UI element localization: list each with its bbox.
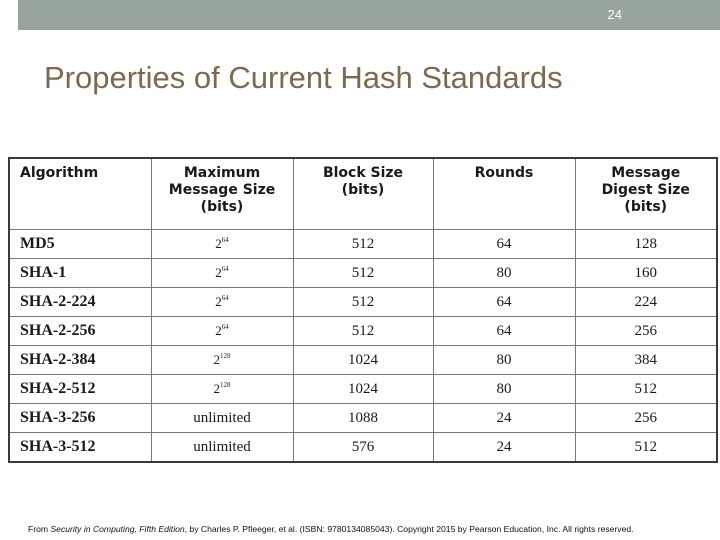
cell-algorithm: SHA-2-224 [9,288,151,317]
cell-digest-size: 128 [575,230,717,259]
cell-max-message-size [151,433,293,463]
table-row [9,259,717,288]
header-block-size-line: Block Size [322,165,404,181]
slide-title: Properties of Current Hash Standards [44,60,563,95]
power-exponent: 64 [221,293,229,302]
cell-block-size: 512 [293,317,433,346]
cell-digest-size: 384 [575,346,717,375]
cell-rounds: 80 [433,375,575,404]
copyright-footer [28,524,634,534]
header-max-message-size [151,158,293,230]
hash-standards-table [8,157,718,463]
table-row [9,404,717,433]
cell-digest-size: 256 [575,317,717,346]
header-algorithm-line: Algorithm [20,165,99,181]
cell-block-size: 512 [293,230,433,259]
table-body [9,230,717,463]
header-block-size-line: (bits) [341,182,385,198]
header-rounds [433,158,575,230]
cell-algorithm: SHA-3-256 [9,404,151,433]
cell-algorithm: MD5 [9,230,151,259]
table-row [9,433,717,463]
power-exponent: 64 [221,322,229,331]
table-row [9,346,717,375]
cell-digest-size: 160 [575,259,717,288]
header-max-message-size-line: Message Size [168,182,276,198]
power-base: 2 [213,380,220,396]
power-exponent: 64 [221,235,229,244]
cell-max-message-size [151,404,293,433]
cell-max-message-size [151,230,293,259]
cell-max-message-size [151,375,293,404]
power-base: 2 [215,322,222,338]
cell-algorithm: SHA-2-512 [9,375,151,404]
power-exponent: 128 [220,351,231,360]
footer-prefix: From [28,524,51,534]
cell-max-message-size [151,259,293,288]
header-algorithm [9,158,151,230]
table-header-row [9,158,717,230]
header-digest-size-line: Message [611,165,681,181]
cell-rounds: 64 [433,317,575,346]
header-rounds-line: Rounds [474,165,534,181]
power-base: 2 [215,235,222,251]
cell-rounds: 80 [433,346,575,375]
cell-block-size: 1088 [293,404,433,433]
header-digest-size [575,158,717,230]
table-container [8,157,716,463]
power-base: 2 [213,351,220,367]
cell-rounds: 64 [433,230,575,259]
power-base: 2 [215,264,222,280]
cell-digest-size: 224 [575,288,717,317]
header-max-message-size-line: (bits) [200,199,244,215]
max-message-size-text: unlimited [193,438,251,455]
cell-block-size: 1024 [293,346,433,375]
cell-algorithm: SHA-2-256 [9,317,151,346]
cell-max-message-size [151,288,293,317]
cell-block-size: 512 [293,288,433,317]
cell-block-size: 1024 [293,375,433,404]
cell-rounds: 80 [433,259,575,288]
cell-rounds: 24 [433,404,575,433]
header-digest-size-line: (bits) [624,199,668,215]
slide-number: 24 [607,7,622,22]
cell-block-size: 576 [293,433,433,463]
top-bar [0,0,720,30]
cell-algorithm: SHA-3-512 [9,433,151,463]
power-exponent: 128 [220,380,231,389]
max-message-size-text: unlimited [193,409,251,426]
header-max-message-size-line: Maximum [183,165,261,181]
header-block-size [293,158,433,230]
cell-block-size: 512 [293,259,433,288]
cell-digest-size: 512 [575,433,717,463]
power-base: 2 [215,293,222,309]
table-row [9,230,717,259]
power-exponent: 64 [221,264,229,273]
cell-digest-size: 512 [575,375,717,404]
top-bar-corner [0,0,18,30]
footer-book-title: Security in Computing, Fifth Edition [50,524,185,534]
table-row [9,375,717,404]
header-digest-size-line: Digest Size [601,182,690,198]
cell-max-message-size [151,317,293,346]
footer-rest: , by Charles P. Pfleeger, et al. (ISBN: 9780134085043). Copyright 2015 by Pearson Education, Inc. All rights reserved. [184,524,634,534]
cell-max-message-size [151,346,293,375]
cell-digest-size: 256 [575,404,717,433]
table-row [9,288,717,317]
cell-rounds: 64 [433,288,575,317]
cell-algorithm: SHA-2-384 [9,346,151,375]
cell-algorithm: SHA-1 [9,259,151,288]
table-row [9,317,717,346]
cell-rounds: 24 [433,433,575,463]
